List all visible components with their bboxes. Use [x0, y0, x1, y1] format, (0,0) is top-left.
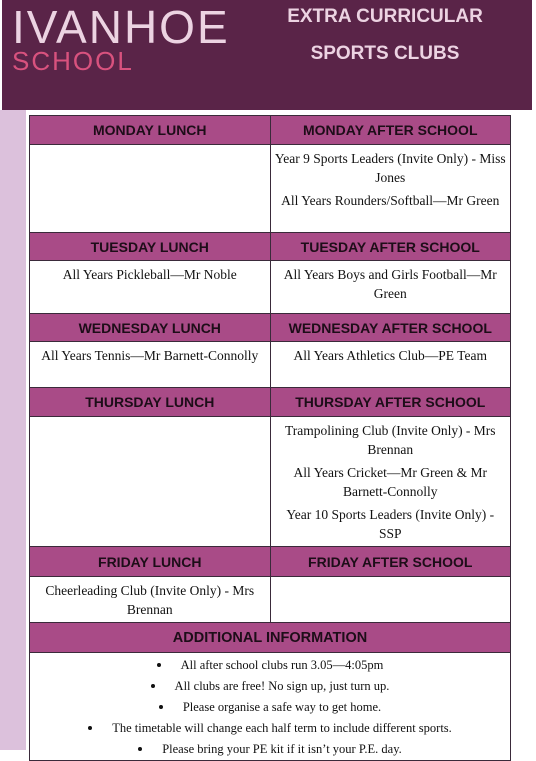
- day-header-row: [30, 547, 511, 577]
- bullet-icon: [159, 705, 163, 709]
- friday-lunch-clubs: [30, 577, 271, 623]
- tuesday-after-school-header: TUESDAY AFTER SCHOOL: [270, 233, 511, 261]
- thursday-after-school-header: THURSDAY AFTER SCHOOL: [270, 388, 511, 417]
- info-item: [30, 718, 510, 739]
- bullet-icon: [88, 726, 92, 730]
- info-text: All after school clubs run 3.05—4:05pm: [180, 658, 384, 672]
- club-entry: All Years Athletics Club—PE Team: [293, 348, 487, 363]
- info-text: Please organise a safe way to get home.: [182, 700, 382, 714]
- bullet-icon: [157, 663, 161, 667]
- tuesday-lunch-clubs: [30, 261, 271, 314]
- friday-after-school-clubs: [270, 577, 511, 623]
- day-clubs-row: [30, 145, 511, 233]
- day-header-row: [30, 388, 511, 417]
- club-entry: All Years Rounders/Softball—Mr Green: [281, 193, 500, 208]
- additional-info-list: [30, 653, 511, 761]
- clubs-timetable: [29, 115, 511, 761]
- day-clubs-row: [30, 417, 511, 547]
- day-header-row: [30, 233, 511, 261]
- info-text: All clubs are free! No sign up, just turn up.: [174, 679, 390, 693]
- page-title-line2: SPORTS CLUBS: [310, 43, 460, 64]
- day-clubs-row: [30, 261, 511, 314]
- wednesday-after-school-header: WEDNESDAY AFTER SCHOOL: [270, 314, 511, 342]
- day-header-row: [30, 116, 511, 145]
- school-logo-name: IVANHOE: [12, 1, 230, 53]
- thursday-after-school-clubs: [270, 417, 511, 547]
- club-entry: All Years Cricket—Mr Green & Mr Barnett-Connolly: [293, 465, 487, 499]
- club-entry: All Years Pickleball—Mr Noble: [62, 267, 237, 282]
- info-text: The timetable will change each half term to include different sports.: [112, 721, 452, 735]
- page-title-line1: EXTRA CURRICULAR: [287, 6, 483, 27]
- monday-after-school-clubs: [270, 145, 511, 233]
- additional-info-heading: ADDITIONAL INFORMATION: [30, 623, 511, 653]
- bullet-icon: [151, 684, 155, 688]
- tuesday-lunch-header: TUESDAY LUNCH: [30, 233, 271, 261]
- club-entry: All Years Tennis—Mr Barnett-Connolly: [41, 348, 259, 363]
- friday-lunch-header: FRIDAY LUNCH: [30, 547, 271, 577]
- tuesday-after-school-clubs: [270, 261, 511, 314]
- monday-lunch-clubs: [30, 145, 271, 233]
- info-item: [30, 655, 510, 676]
- thursday-lunch-clubs: [30, 417, 271, 547]
- wednesday-after-school-clubs: [270, 342, 511, 388]
- monday-lunch-header: MONDAY LUNCH: [30, 116, 271, 145]
- info-text: Please bring your PE kit if it isn’t your P.E. day.: [162, 742, 402, 756]
- club-entry: Trampolining Club (Invite Only) - Mrs Brennan: [284, 423, 496, 457]
- club-entry: All Years Boys and Girls Football—Mr Green: [283, 267, 497, 301]
- additional-info-header-row: [30, 623, 511, 653]
- info-item: [30, 697, 510, 718]
- day-clubs-row: [30, 342, 511, 388]
- info-item: [30, 676, 510, 697]
- wednesday-lunch-clubs: [30, 342, 271, 388]
- monday-after-school-header: MONDAY AFTER SCHOOL: [270, 116, 511, 145]
- day-clubs-row: [30, 577, 511, 623]
- thursday-lunch-header: THURSDAY LUNCH: [30, 388, 271, 417]
- day-header-row: [30, 314, 511, 342]
- club-entry: Year 10 Sports Leaders (Invite Only) - SSP: [286, 507, 495, 541]
- friday-after-school-header: FRIDAY AFTER SCHOOL: [270, 547, 511, 577]
- club-entry: Cheerleading Club (Invite Only) - Mrs Brennan: [45, 583, 255, 617]
- decorative-side-strip: [0, 110, 26, 750]
- bullet-icon: [138, 747, 142, 751]
- header-banner: [2, 0, 532, 110]
- additional-info-row: [30, 653, 511, 761]
- wednesday-lunch-header: WEDNESDAY LUNCH: [30, 314, 271, 342]
- school-logo-subtitle: SCHOOL: [12, 46, 134, 76]
- club-entry: Year 9 Sports Leaders (Invite Only) - Miss Jones: [274, 151, 506, 185]
